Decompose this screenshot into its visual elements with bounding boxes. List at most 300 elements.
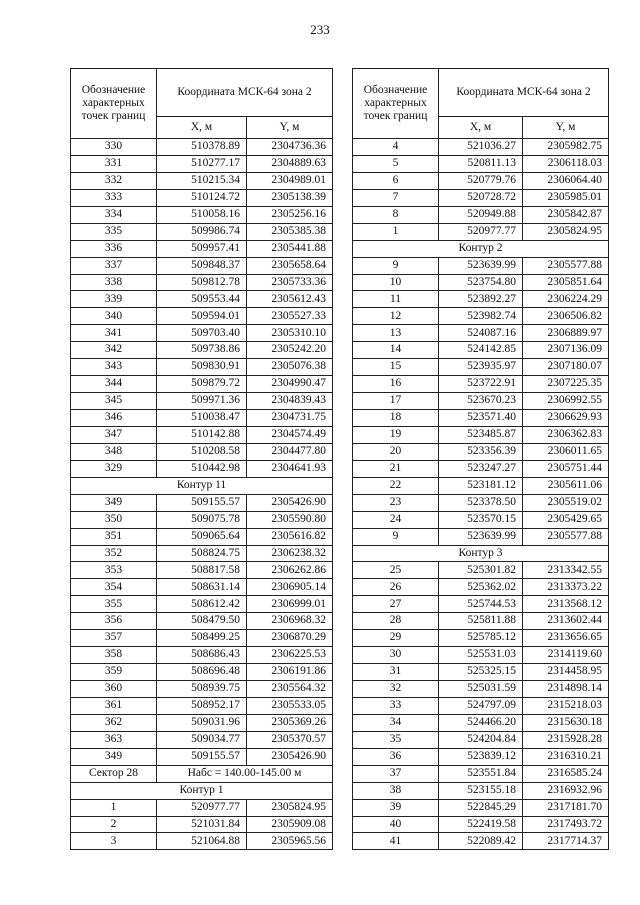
x-coordinate: 509879.72: [157, 376, 247, 393]
x-coordinate: 509848.37: [157, 257, 247, 274]
point-number: 359: [71, 664, 157, 681]
x-coordinate: 520949.88: [439, 206, 523, 223]
y-coordinate: 2313373.22: [523, 579, 609, 596]
table-row: [353, 511, 609, 528]
table-row: [353, 477, 609, 494]
x-coordinate: 510277.17: [157, 155, 247, 172]
point-number: 19: [353, 426, 439, 443]
y-coordinate: 2304889.63: [247, 155, 333, 172]
point-number: 31: [353, 664, 439, 681]
x-coordinate: 509738.86: [157, 342, 247, 359]
table-row: [353, 308, 609, 325]
table-row: [353, 697, 609, 714]
table-row: [353, 460, 609, 477]
point-number: 344: [71, 376, 157, 393]
point-number: 39: [353, 799, 439, 816]
table-row: [353, 765, 609, 782]
table-row: [71, 562, 333, 579]
point-number: 330: [71, 139, 157, 156]
point-number: 351: [71, 528, 157, 545]
y-coordinate: 2313568.12: [523, 596, 609, 613]
point-number: 349: [71, 748, 157, 765]
point-number: 345: [71, 393, 157, 410]
y-coordinate: 2315630.18: [523, 714, 609, 731]
table-row: [353, 647, 609, 664]
y-coordinate: 2313656.65: [523, 630, 609, 647]
y-coordinate: 2317181.70: [523, 799, 609, 816]
point-number: 32: [353, 681, 439, 698]
point-number: 337: [71, 257, 157, 274]
y-coordinate: 2313342.55: [523, 562, 609, 579]
x-coordinate: 523356.39: [439, 443, 523, 460]
x-coordinate: 510142.88: [157, 426, 247, 443]
y-coordinate: 2314898.14: [523, 681, 609, 698]
y-header: Y, м: [247, 117, 333, 139]
y-coordinate: 2306992.55: [523, 393, 609, 410]
x-coordinate: 524204.84: [439, 731, 523, 748]
y-coordinate: 2305611.06: [523, 477, 609, 494]
point-number: 18: [353, 410, 439, 427]
point-number: 361: [71, 697, 157, 714]
table-row: [353, 816, 609, 833]
elevation-range: Набс = 140.00-145.00 м: [157, 765, 333, 782]
x-coordinate: 523570.15: [439, 511, 523, 528]
x-coordinate: 520728.72: [439, 189, 523, 206]
coord-header: Координата МСК-64 зона 2: [439, 69, 609, 117]
point-number: 37: [353, 765, 439, 782]
point-number: 343: [71, 359, 157, 376]
point-number: 356: [71, 613, 157, 630]
point-number: 26: [353, 579, 439, 596]
y-coordinate: 2305533.05: [247, 697, 333, 714]
coord-header: Координата МСК-64 зона 2: [157, 69, 333, 117]
y-coordinate: 2304736.36: [247, 139, 333, 156]
x-coordinate: 524797.09: [439, 697, 523, 714]
x-coordinate: 521036.27: [439, 139, 523, 156]
point-number: 14: [353, 342, 439, 359]
point-number: 9: [353, 528, 439, 545]
y-coordinate: 2316932.96: [523, 782, 609, 799]
y-coordinate: 2305965.56: [247, 833, 333, 850]
table-row: [71, 342, 333, 359]
x-coordinate: 509594.01: [157, 308, 247, 325]
y-coordinate: 2307225.35: [523, 376, 609, 393]
y-coordinate: 2305842.87: [523, 206, 609, 223]
table-row: [353, 799, 609, 816]
y-coordinate: 2304477.80: [247, 443, 333, 460]
y-coordinate: 2305385.38: [247, 223, 333, 240]
table-row: [71, 291, 333, 308]
point-number: 349: [71, 494, 157, 511]
table-row: [71, 748, 333, 765]
y-coordinate: 2314119.60: [523, 647, 609, 664]
table-row: [353, 664, 609, 681]
table-row: [353, 189, 609, 206]
table-row: [71, 596, 333, 613]
table-row: [71, 223, 333, 240]
y-coordinate: 2305616.82: [247, 528, 333, 545]
point-number: 332: [71, 172, 157, 189]
table-row: [353, 393, 609, 410]
y-coordinate: 2306118.03: [523, 155, 609, 172]
x-coordinate: 523935.97: [439, 359, 523, 376]
point-number: 346: [71, 410, 157, 427]
table-row: [353, 410, 609, 427]
y-coordinate: 2305824.95: [247, 799, 333, 816]
point-number: 348: [71, 443, 157, 460]
point-number: 30: [353, 647, 439, 664]
point-number: 40: [353, 816, 439, 833]
point-number: 41: [353, 833, 439, 850]
table-row: [353, 528, 609, 545]
point-number: 7: [353, 189, 439, 206]
table-row: [71, 139, 333, 156]
point-number: 2: [71, 816, 157, 833]
x-coordinate: 523839.12: [439, 748, 523, 765]
y-coordinate: 2306262.86: [247, 562, 333, 579]
x-coordinate: 524466.20: [439, 714, 523, 731]
point-number: 28: [353, 613, 439, 630]
x-coordinate: 509065.64: [157, 528, 247, 545]
x-coordinate: 520779.76: [439, 172, 523, 189]
point-number: 350: [71, 511, 157, 528]
y-coordinate: 2316310.21: [523, 748, 609, 765]
y-coordinate: 2305527.33: [247, 308, 333, 325]
x-coordinate: 508939.75: [157, 681, 247, 698]
x-coordinate: 510038.47: [157, 410, 247, 427]
x-coordinate: 509703.40: [157, 325, 247, 342]
x-coordinate: 509031.96: [157, 714, 247, 731]
table-row: [71, 443, 333, 460]
y-coordinate: 2307180.07: [523, 359, 609, 376]
table-row: [71, 376, 333, 393]
x-coordinate: 509155.57: [157, 494, 247, 511]
x-coordinate: 524087.16: [439, 325, 523, 342]
y-coordinate: 2306224.29: [523, 291, 609, 308]
y-coordinate: 2305590.80: [247, 511, 333, 528]
y-coordinate: 2305076.38: [247, 359, 333, 376]
x-coordinate: 508499.25: [157, 630, 247, 647]
coordinates-table-right: [352, 68, 609, 850]
table-row: [71, 155, 333, 172]
y-coordinate: 2306011.65: [523, 443, 609, 460]
x-coordinate: 508696.48: [157, 664, 247, 681]
y-coordinate: 2305138.39: [247, 189, 333, 206]
table-row: [71, 630, 333, 647]
y-coordinate: 2306506.82: [523, 308, 609, 325]
table-row: [353, 494, 609, 511]
table-row: [71, 613, 333, 630]
x-coordinate: 510378.89: [157, 139, 247, 156]
y-coordinate: 2305909.08: [247, 816, 333, 833]
y-coordinate: 2306238.32: [247, 545, 333, 562]
point-number: 357: [71, 630, 157, 647]
table-row: [353, 172, 609, 189]
y-coordinate: 2305370.57: [247, 731, 333, 748]
y-coordinate: 2305733.36: [247, 274, 333, 291]
x-coordinate: 525744.53: [439, 596, 523, 613]
y-coordinate: 2307136.09: [523, 342, 609, 359]
x-coordinate: 520977.77: [439, 223, 523, 240]
point-number: 334: [71, 206, 157, 223]
y-coordinate: 2304731.75: [247, 410, 333, 427]
y-coordinate: 2306870.29: [247, 630, 333, 647]
x-header: X, м: [157, 117, 247, 139]
y-coordinate: 2304839.43: [247, 393, 333, 410]
point-number: 8: [353, 206, 439, 223]
y-coordinate: 2305441.88: [247, 240, 333, 257]
y-coordinate: 2306191.86: [247, 664, 333, 681]
x-coordinate: 524142.85: [439, 342, 523, 359]
x-coordinate: 509812.78: [157, 274, 247, 291]
table-row: [71, 172, 333, 189]
point-number: 13: [353, 325, 439, 342]
x-coordinate: 510208.58: [157, 443, 247, 460]
x-coordinate: 522089.42: [439, 833, 523, 850]
table-row: [353, 376, 609, 393]
y-coordinate: 2304574.49: [247, 426, 333, 443]
table-row: [71, 410, 333, 427]
y-coordinate: 2306905.14: [247, 579, 333, 596]
point-number: 25: [353, 562, 439, 579]
x-coordinate: 523722.91: [439, 376, 523, 393]
x-coordinate: 523551.84: [439, 765, 523, 782]
contour-row: [71, 782, 333, 799]
x-coordinate: 508479.50: [157, 613, 247, 630]
y-coordinate: 2305851.64: [523, 274, 609, 291]
point-number: 362: [71, 714, 157, 731]
table-row: [71, 325, 333, 342]
x-coordinate: 523754.80: [439, 274, 523, 291]
y-coordinate: 2305824.95: [523, 223, 609, 240]
x-coordinate: 509957.41: [157, 240, 247, 257]
point-number: 27: [353, 596, 439, 613]
table-row: [353, 681, 609, 698]
table-row: [353, 562, 609, 579]
point-number: 355: [71, 596, 157, 613]
x-coordinate: 510058.16: [157, 206, 247, 223]
contour-label: Контур 2: [353, 240, 609, 257]
point-number: 3: [71, 833, 157, 850]
x-coordinate: 509553.44: [157, 291, 247, 308]
x-coordinate: 523247.27: [439, 460, 523, 477]
point-number: 352: [71, 545, 157, 562]
table-row: [353, 443, 609, 460]
y-coordinate: 2306629.93: [523, 410, 609, 427]
point-number: 21: [353, 460, 439, 477]
point-number: 336: [71, 240, 157, 257]
y-coordinate: 2317714.37: [523, 833, 609, 850]
table-row: [71, 799, 333, 816]
x-coordinate: 525362.02: [439, 579, 523, 596]
point-number: 35: [353, 731, 439, 748]
contour-row: [71, 477, 333, 494]
x-coordinate: 509830.91: [157, 359, 247, 376]
y-coordinate: 2315928.28: [523, 731, 609, 748]
table-row: [353, 291, 609, 308]
x-coordinate: 510215.34: [157, 172, 247, 189]
y-coordinate: 2306225.53: [247, 647, 333, 664]
contour-row: [353, 240, 609, 257]
y-header: Y, м: [523, 117, 609, 139]
y-coordinate: 2315218.03: [523, 697, 609, 714]
table-row: [71, 731, 333, 748]
y-coordinate: 2305658.64: [247, 257, 333, 274]
x-coordinate: 509034.77: [157, 731, 247, 748]
x-coordinate: 509155.57: [157, 748, 247, 765]
y-coordinate: 2306889.97: [523, 325, 609, 342]
sector-label: Сектор 28: [71, 765, 157, 782]
x-coordinate: 525531.03: [439, 647, 523, 664]
x-coordinate: 509075.78: [157, 511, 247, 528]
table-row: [353, 630, 609, 647]
table-row: [71, 189, 333, 206]
y-coordinate: 2305985.01: [523, 189, 609, 206]
point-header: Обозначение характерных точек границ: [353, 69, 439, 139]
table-row: [353, 274, 609, 291]
x-coordinate: 525031.59: [439, 681, 523, 698]
table-row: [71, 359, 333, 376]
point-number: 33: [353, 697, 439, 714]
x-header: X, м: [439, 117, 523, 139]
table-row: [71, 697, 333, 714]
table-row: [353, 139, 609, 156]
point-number: 10: [353, 274, 439, 291]
table-row: [71, 206, 333, 223]
point-number: 23: [353, 494, 439, 511]
y-coordinate: 2305519.02: [523, 494, 609, 511]
x-coordinate: 508631.14: [157, 579, 247, 596]
y-coordinate: 2316585.24: [523, 765, 609, 782]
point-header: Обозначение характерных точек границ: [71, 69, 157, 139]
table-row: [353, 206, 609, 223]
table-row: [71, 528, 333, 545]
table-row: [71, 274, 333, 291]
y-coordinate: 2305751.44: [523, 460, 609, 477]
point-number: 6: [353, 172, 439, 189]
point-number: 17: [353, 393, 439, 410]
x-coordinate: 525301.82: [439, 562, 523, 579]
y-coordinate: 2305577.88: [523, 528, 609, 545]
table-row: [71, 426, 333, 443]
x-coordinate: 521031.84: [157, 816, 247, 833]
x-coordinate: 523155.18: [439, 782, 523, 799]
table-row: [353, 426, 609, 443]
table-row: [353, 748, 609, 765]
x-coordinate: 523982.74: [439, 308, 523, 325]
x-coordinate: 525325.15: [439, 664, 523, 681]
point-number: 36: [353, 748, 439, 765]
page-number: 233: [310, 22, 330, 37]
x-coordinate: 508817.58: [157, 562, 247, 579]
table-row: [71, 833, 333, 850]
table-row: [353, 325, 609, 342]
y-coordinate: 2305577.88: [523, 257, 609, 274]
x-coordinate: 522845.29: [439, 799, 523, 816]
point-number: 4: [353, 139, 439, 156]
point-number: 340: [71, 308, 157, 325]
table-row: [71, 816, 333, 833]
y-coordinate: 2305429.65: [523, 511, 609, 528]
x-coordinate: 522419.58: [439, 816, 523, 833]
point-number: 34: [353, 714, 439, 731]
x-coordinate: 509986.74: [157, 223, 247, 240]
contour-label: Контур 3: [353, 545, 609, 562]
point-number: 342: [71, 342, 157, 359]
table-row: [353, 579, 609, 596]
y-coordinate: 2306968.32: [247, 613, 333, 630]
y-coordinate: 2304641.93: [247, 460, 333, 477]
contour-label: Контур 1: [71, 782, 333, 799]
table-body: [71, 139, 333, 850]
x-coordinate: 523571.40: [439, 410, 523, 427]
x-coordinate: 525785.12: [439, 630, 523, 647]
point-number: 338: [71, 274, 157, 291]
table-row: [353, 714, 609, 731]
x-coordinate: 523892.27: [439, 291, 523, 308]
x-coordinate: 508952.17: [157, 697, 247, 714]
table-row: [71, 511, 333, 528]
x-coordinate: 523181.12: [439, 477, 523, 494]
contour-row: [353, 545, 609, 562]
x-coordinate: 508824.75: [157, 545, 247, 562]
point-number: 363: [71, 731, 157, 748]
table-row: [71, 257, 333, 274]
x-coordinate: 520811.13: [439, 155, 523, 172]
point-number: 331: [71, 155, 157, 172]
point-number: 11: [353, 291, 439, 308]
x-coordinate: 523670.23: [439, 393, 523, 410]
table-row: [71, 681, 333, 698]
table-row: [353, 833, 609, 850]
point-number: 38: [353, 782, 439, 799]
table-row: [71, 714, 333, 731]
y-coordinate: 2305982.75: [523, 139, 609, 156]
x-coordinate: 523378.50: [439, 494, 523, 511]
point-number: 341: [71, 325, 157, 342]
point-number: 1: [71, 799, 157, 816]
point-number: 5: [353, 155, 439, 172]
point-number: 353: [71, 562, 157, 579]
x-coordinate: 521064.88: [157, 833, 247, 850]
contour-label: Контур 11: [71, 477, 333, 494]
x-coordinate: 508686.43: [157, 647, 247, 664]
y-coordinate: 2313602.44: [523, 613, 609, 630]
table-row: [71, 664, 333, 681]
x-coordinate: 510442.98: [157, 460, 247, 477]
table-row: [71, 460, 333, 477]
table-row: [353, 782, 609, 799]
point-number: 12: [353, 308, 439, 325]
x-coordinate: 523639.99: [439, 528, 523, 545]
table-row: [71, 545, 333, 562]
sector-row: [71, 765, 333, 782]
x-coordinate: 525811.88: [439, 613, 523, 630]
table-row: [71, 393, 333, 410]
table-row: [353, 342, 609, 359]
point-number: 339: [71, 291, 157, 308]
table-row: [71, 494, 333, 511]
point-number: 22: [353, 477, 439, 494]
y-coordinate: 2306999.01: [247, 596, 333, 613]
point-number: 20: [353, 443, 439, 460]
y-coordinate: 2306362.83: [523, 426, 609, 443]
y-coordinate: 2305612.43: [247, 291, 333, 308]
point-number: 358: [71, 647, 157, 664]
x-coordinate: 520977.77: [157, 799, 247, 816]
table-row: [353, 359, 609, 376]
y-coordinate: 2305310.10: [247, 325, 333, 342]
